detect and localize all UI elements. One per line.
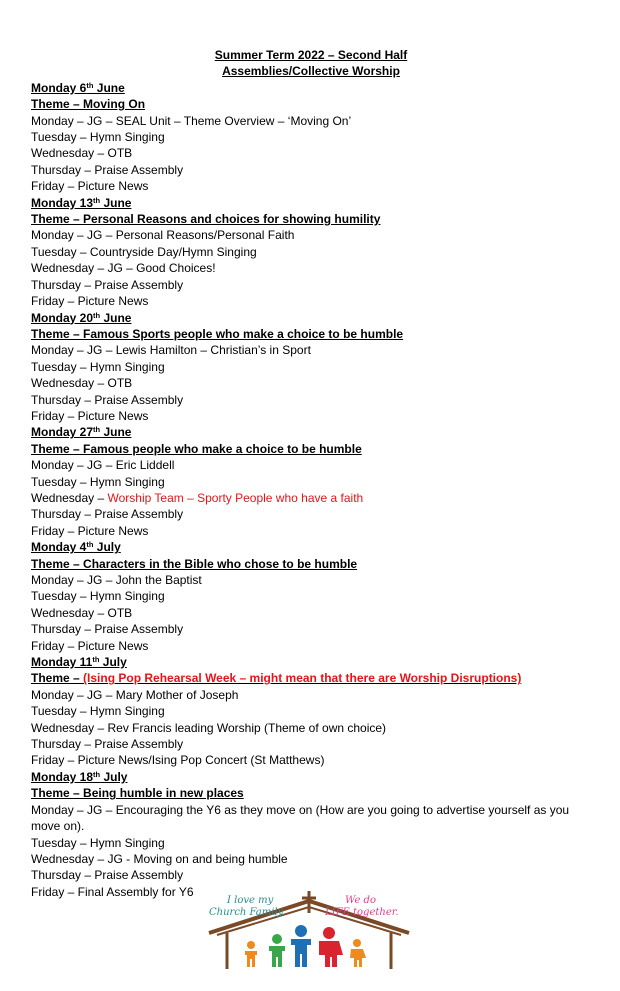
week-heading bbox=[31, 80, 591, 96]
day-entry-text: Friday – Picture News bbox=[31, 523, 149, 538]
day-entry-text: Friday – Picture News bbox=[31, 294, 149, 309]
day-entry bbox=[31, 523, 591, 539]
document-title-line-1: Summer Term 2022 – Second Half bbox=[214, 48, 408, 62]
day-entry bbox=[31, 392, 591, 408]
week-date-suffix: th bbox=[93, 195, 101, 205]
theme-label: Theme – bbox=[31, 671, 84, 686]
week-heading bbox=[31, 769, 591, 785]
document-title-line-2: Assemblies/Collective Worship bbox=[222, 64, 400, 79]
day-entry-text: Tuesday – Countryside Day/Hymn Singing bbox=[31, 244, 257, 259]
week-month-text: June bbox=[100, 195, 132, 210]
week-date-suffix: th bbox=[93, 425, 101, 435]
theme-text: (Ising Pop Rehearsal Week – might mean that there are Worship Disruptions) bbox=[83, 671, 522, 686]
week-date-text: Monday 4 bbox=[31, 540, 87, 555]
day-entry bbox=[31, 178, 591, 194]
day-entry bbox=[31, 703, 591, 719]
theme-label: Theme – bbox=[31, 556, 84, 571]
day-entry-text: Tuesday – Hymn Singing bbox=[31, 704, 165, 719]
logo-text-left-2: Church Family. bbox=[209, 907, 286, 918]
week-month-text: June bbox=[100, 310, 132, 325]
day-entry bbox=[31, 851, 591, 867]
theme-heading bbox=[31, 211, 591, 227]
day-entry bbox=[31, 687, 591, 703]
day-entry bbox=[31, 375, 591, 391]
week-date-suffix: th bbox=[93, 310, 101, 320]
day-entry bbox=[31, 113, 591, 129]
logo-text-right-2: LIFE together. bbox=[325, 907, 399, 918]
day-entry-text: Friday – Picture News/Ising Pop Concert (St Matthews) bbox=[31, 753, 325, 768]
day-entry-text: Thursday – Praise Assembly bbox=[31, 162, 184, 177]
day-entry bbox=[31, 572, 591, 588]
week-date-text: Monday 6 bbox=[31, 80, 87, 95]
theme-heading bbox=[31, 556, 591, 572]
day-entry-text: Tuesday – Hymn Singing bbox=[31, 835, 165, 850]
day-entry-text: Tuesday – Hymn Singing bbox=[31, 589, 165, 604]
week-heading bbox=[31, 424, 591, 440]
logo-text-right-1: We do bbox=[345, 895, 376, 906]
day-entry-text: Wednesday – OTB bbox=[31, 376, 133, 391]
week-date-text: Monday 27 bbox=[31, 425, 94, 440]
day-entry bbox=[31, 162, 591, 178]
day-entry-text: Monday – JG – SEAL Unit – Theme Overview – ‘Moving On’ bbox=[31, 113, 352, 128]
day-entry bbox=[31, 260, 591, 276]
week-heading bbox=[31, 539, 591, 555]
day-entry-text: Thursday – Praise Assembly bbox=[31, 868, 184, 883]
day-entry bbox=[31, 244, 591, 260]
theme-heading bbox=[31, 326, 591, 342]
theme-heading bbox=[31, 785, 591, 801]
theme-label: Theme – bbox=[31, 212, 84, 227]
week-month-text: July bbox=[93, 540, 121, 555]
theme-text: Moving On bbox=[83, 97, 146, 112]
day-entry-text: Monday – JG – Mary Mother of Joseph bbox=[31, 687, 239, 702]
day-entry-text: Thursday – Praise Assembly bbox=[31, 507, 184, 522]
theme-label: Theme – bbox=[31, 97, 84, 112]
day-entry-text: Monday – JG – Lewis Hamilton – Christian’s in Sport bbox=[31, 343, 311, 358]
day-entry bbox=[31, 588, 591, 604]
day-entry bbox=[31, 720, 591, 736]
day-entry bbox=[31, 867, 591, 883]
day-entry bbox=[31, 474, 591, 490]
day-entry-text: Friday – Picture News bbox=[31, 408, 149, 423]
theme-text: Famous people who make a choice to be humble bbox=[83, 441, 362, 456]
day-entry bbox=[31, 293, 591, 309]
theme-text: Being humble in new places bbox=[83, 786, 244, 801]
day-entry-text: Friday – Picture News bbox=[31, 638, 149, 653]
week-date-suffix: th bbox=[93, 769, 101, 779]
day-entry bbox=[31, 129, 591, 145]
day-entry-text: Friday – Final Assembly for Y6 bbox=[31, 884, 194, 899]
day-entry-text: Monday – JG – Personal Reasons/Personal Faith bbox=[31, 228, 295, 243]
day-entry-text: Wednesday – JG - Moving on and being humble bbox=[31, 851, 288, 866]
logo-text-left-1: I love my bbox=[227, 895, 274, 906]
day-entry bbox=[31, 638, 591, 654]
day-entry-text: Monday – JG – John the Baptist bbox=[31, 573, 202, 587]
day-entry bbox=[31, 277, 591, 293]
theme-label: Theme – bbox=[31, 786, 84, 801]
week-heading bbox=[31, 310, 591, 326]
day-entry bbox=[31, 457, 591, 473]
theme-label: Theme – bbox=[31, 441, 84, 456]
theme-text: Famous Sports people who make a choice to be humble bbox=[83, 326, 404, 341]
day-entry-text: Thursday – Praise Assembly bbox=[31, 622, 184, 637]
day-entry bbox=[31, 227, 591, 243]
day-entry-text: Tuesday – Hymn Singing bbox=[31, 359, 165, 374]
weeks-list bbox=[31, 80, 591, 900]
day-entry bbox=[31, 802, 591, 835]
week-month-text: June bbox=[93, 80, 125, 95]
day-entry-text: Monday – JG – Eric Liddell bbox=[31, 458, 175, 473]
day-entry-text: Wednesday – OTB bbox=[31, 605, 133, 620]
week-month-text: June bbox=[100, 425, 132, 440]
week-date-suffix: th bbox=[86, 80, 94, 90]
day-entry-text: Wednesday – JG – Good Choices! bbox=[31, 261, 216, 276]
day-entry bbox=[31, 145, 591, 161]
week-date-suffix: th bbox=[86, 540, 94, 550]
week-date-text: Monday 13 bbox=[31, 195, 94, 210]
theme-heading bbox=[31, 670, 591, 686]
week-heading bbox=[31, 195, 591, 211]
day-entry-text: Friday – Picture News bbox=[31, 179, 149, 194]
day-entry bbox=[31, 605, 591, 621]
day-entry bbox=[31, 736, 591, 752]
day-entry bbox=[31, 835, 591, 851]
day-entry-highlight: Worship Team – Sporty People who have a faith bbox=[107, 490, 364, 505]
week-date-text: Monday 20 bbox=[31, 310, 94, 325]
week-month-text: July bbox=[99, 655, 127, 670]
day-entry-text: Wednesday – Rev Francis leading Worship (Theme of own choice) bbox=[31, 720, 387, 735]
week-date-text: Monday 11 bbox=[31, 655, 93, 670]
day-entry-text: Monday – JG – Encouraging the Y6 as they move on (How are you going to advertise yourself as you move on). bbox=[31, 802, 570, 834]
theme-heading bbox=[31, 441, 591, 457]
day-entry-text: Wednesday – OTB bbox=[31, 146, 133, 161]
week-month-text: July bbox=[100, 769, 128, 784]
day-entry bbox=[31, 621, 591, 637]
day-entry-text: Thursday – Praise Assembly bbox=[31, 277, 184, 292]
day-entry bbox=[31, 506, 591, 522]
day-entry-text: Tuesday – Hymn Singing bbox=[31, 474, 165, 489]
day-entry bbox=[31, 408, 591, 424]
document-body bbox=[31, 47, 591, 900]
week-heading bbox=[31, 654, 591, 670]
day-entry bbox=[31, 752, 591, 768]
family-figures bbox=[245, 925, 366, 967]
day-entry-text: Thursday – Praise Assembly bbox=[31, 392, 184, 407]
day-entry bbox=[31, 490, 591, 506]
day-entry-text: Tuesday – Hymn Singing bbox=[31, 130, 165, 145]
day-entry-text: Wednesday – bbox=[31, 490, 108, 505]
week-date-text: Monday 18 bbox=[31, 769, 94, 784]
day-entry bbox=[31, 342, 591, 358]
week-date-suffix: th bbox=[92, 655, 100, 665]
theme-text: Characters in the Bible who chose to be humble bbox=[83, 556, 358, 571]
theme-heading bbox=[31, 96, 591, 112]
church-family-logo bbox=[205, 889, 413, 971]
day-entry-text: Thursday – Praise Assembly bbox=[31, 737, 184, 752]
day-entry bbox=[31, 359, 591, 375]
theme-label: Theme – bbox=[31, 326, 84, 341]
theme-text: Personal Reasons and choices for showing humility bbox=[83, 212, 381, 227]
